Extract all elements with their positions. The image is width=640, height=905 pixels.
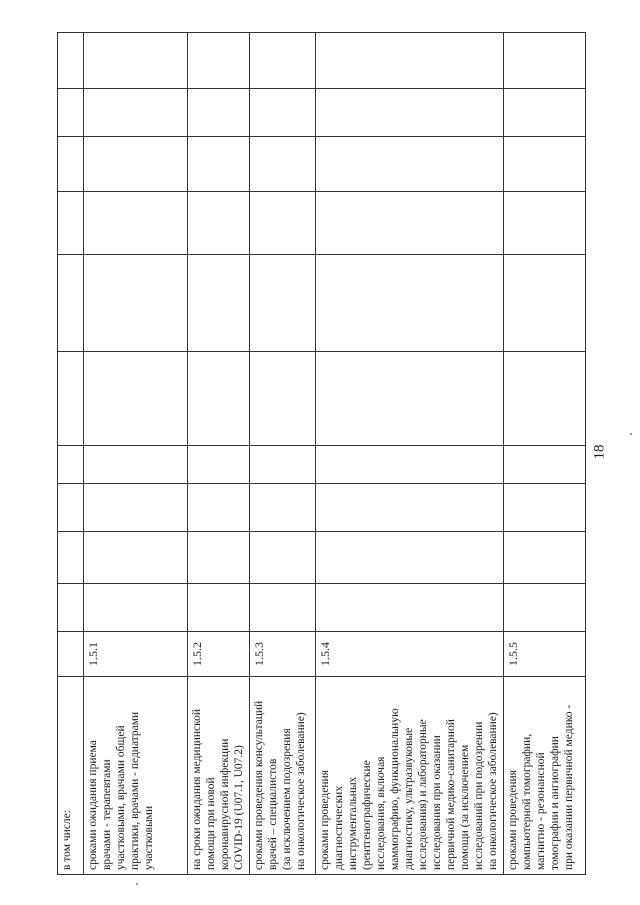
row-label: в том числе: [58, 677, 84, 875]
statistics-table [57, 32, 586, 875]
table-cell [84, 446, 188, 484]
table-cell [84, 137, 188, 192]
table-cell [250, 446, 316, 484]
table-cell [188, 352, 250, 446]
row-number: 1.5.5 [504, 632, 586, 677]
table-cell [250, 584, 316, 632]
table-cell [84, 352, 188, 446]
table-cell [58, 532, 84, 584]
table-row [188, 33, 250, 875]
row-label: сроками ожидания приема врачами - терапевтами участковыми, врачами общей практики, врачами - педиатрами участковыми [84, 677, 188, 875]
row-number: 1.5.3 [250, 632, 316, 677]
table-cell [250, 192, 316, 255]
table-cell [504, 89, 586, 137]
table-row [250, 33, 316, 875]
table-cell [188, 33, 250, 89]
table-cell [504, 446, 586, 484]
row-number: 1.5.1 [84, 632, 188, 677]
table-cell [504, 352, 586, 446]
table-cell [84, 89, 188, 137]
row-number: 1.5.4 [316, 632, 504, 677]
table-cell [316, 446, 504, 484]
table-cell [316, 137, 504, 192]
table-row [84, 33, 188, 875]
table-cell [250, 255, 316, 352]
scan-speck [630, 433, 632, 435]
table-cell [58, 192, 84, 255]
table-cell [316, 33, 504, 89]
scan-speck [136, 883, 138, 885]
table-cell [316, 89, 504, 137]
table-cell [250, 89, 316, 137]
table-cell [84, 532, 188, 584]
table-cell [58, 352, 84, 446]
table-cell [316, 255, 504, 352]
table-cell [188, 89, 250, 137]
table-cell [504, 584, 586, 632]
row-number: 1.5.2 [188, 632, 250, 677]
row-label: сроками проведения диагностических инструментальных (рентгенографические исследования, включая маммографию, функциональную диагностику, ультразвуковые исследования) и лабораторные исследования при оказании первичной медико-санитарной помощи (за исключением исследований при подозрении на онкологическое заболевание) [316, 677, 504, 875]
table-cell [188, 192, 250, 255]
table-cell [84, 33, 188, 89]
row-label: сроками проведения консультаций врачей – специалистов (за исключением подозрения на онкологическое заболевание) [250, 677, 316, 875]
table-cell [504, 532, 586, 584]
table-cell [58, 137, 84, 192]
table-cell [188, 532, 250, 584]
table-cell [188, 137, 250, 192]
table-cell [188, 584, 250, 632]
rotated-table-container [57, 33, 585, 875]
table-cell [504, 192, 586, 255]
table-cell [84, 255, 188, 352]
table-cell [58, 446, 84, 484]
table-cell [316, 352, 504, 446]
table-cell [316, 584, 504, 632]
table-cell [316, 484, 504, 532]
row-label: сроками проведения компьютерной томографии, магнитно - резонансной томографии и ангиографии при оказании первичной медико - [504, 677, 586, 875]
table-cell [316, 192, 504, 255]
table-cell [58, 89, 84, 137]
table-cell [504, 137, 586, 192]
page-number: 18 [591, 444, 608, 460]
table-cell [316, 532, 504, 584]
table-cell [250, 137, 316, 192]
table-cell [188, 484, 250, 532]
table-cell [250, 484, 316, 532]
table-cell [250, 532, 316, 584]
row-number [58, 632, 84, 677]
table-cell [504, 255, 586, 352]
table-cell [58, 584, 84, 632]
table-cell [504, 484, 586, 532]
table-row [504, 33, 586, 875]
table-cell [58, 255, 84, 352]
table-cell [84, 192, 188, 255]
table-cell [84, 584, 188, 632]
table-row [58, 33, 84, 875]
table-cell [188, 255, 250, 352]
table-row [316, 33, 504, 875]
table-cell [188, 446, 250, 484]
table-cell [84, 484, 188, 532]
table-cell [504, 33, 586, 89]
table-cell [250, 33, 316, 89]
table-cell [58, 484, 84, 532]
row-label: на сроки ожидания медицинской помощи при новой коронавирусной инфекции COVID-19 (U07.1, U07.2) [188, 677, 250, 875]
table-cell [58, 33, 84, 89]
table-cell [250, 352, 316, 446]
